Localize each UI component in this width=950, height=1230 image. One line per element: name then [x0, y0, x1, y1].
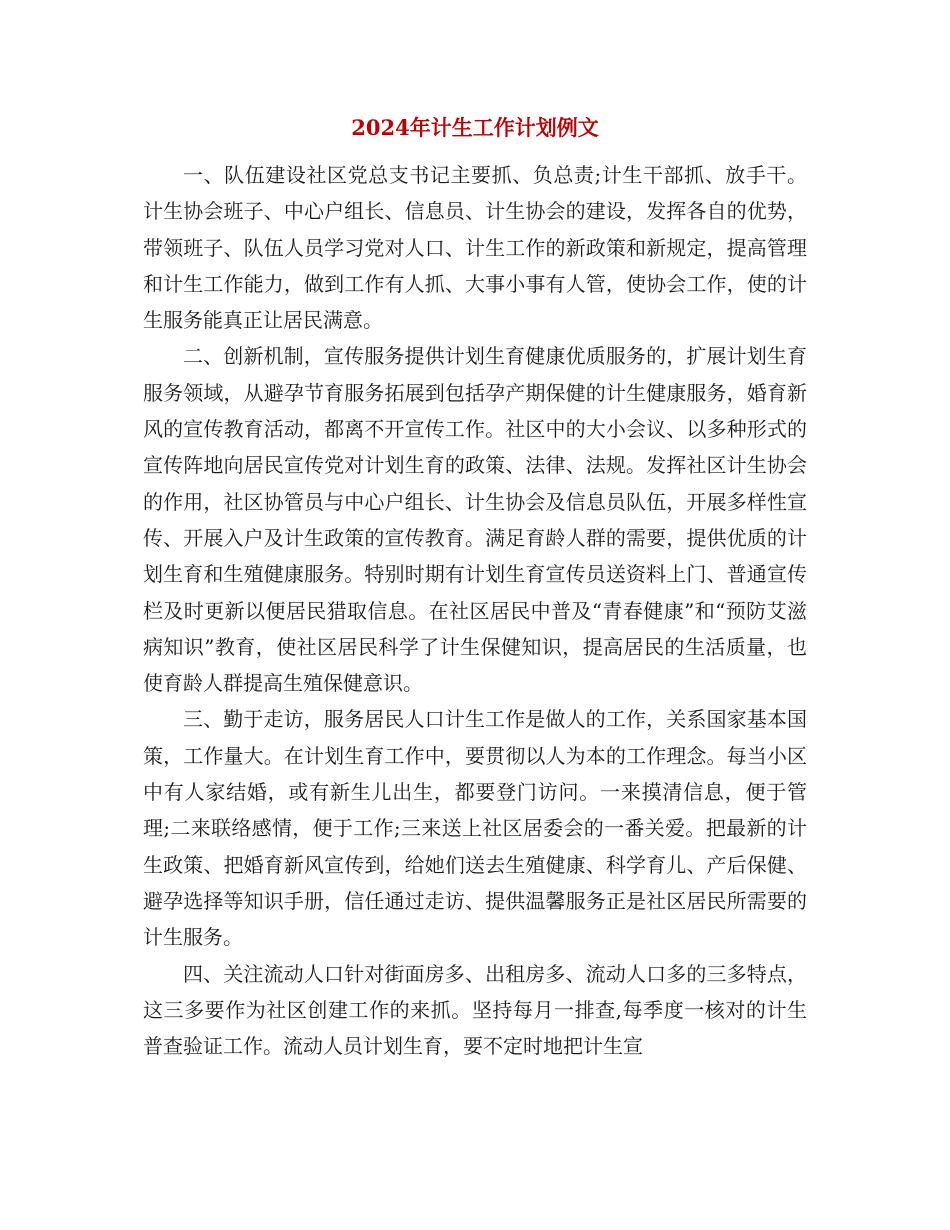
paragraph-1: 一、队伍建设社区党总支书记主要抓、负总责;计生干部抓、放手干。计生协会班子、中心户组长、信息员、计生协会的建设，发挥各自的优势，带领班子、队伍人员学习党对人口、计生工作的新政策和新规定，提高管理和计生工作能力，做到工作有人抓、大事小事有人管，使协会工作，使的计生服务能真正让居民满意。 — [143, 163, 807, 333]
document-body — [143, 157, 807, 1064]
paragraph-3: 三、勤于走访，服务居民人口计生工作是做人的工作，关系国家基本国策，工作量大。在计划生育工作中，要贯彻以人为本的工作理念。每当小区中有人家结婚，或有新生儿出生，都要登门访问。一来摸清信息，便于管理;二来联络感情，便于工作;三来送上社区居委会的一番关爱。把最新的计生政策、把婚育新风宣传到，给她们送去生殖健康、科学育儿、产后保健、避孕选择等知识手册，信任通过走访、提供温馨服务正是社区居民所需要的计生服务。 — [143, 707, 807, 950]
paragraph-4: 四、关注流动人口针对街面房多、出租房多、流动人口多的三多特点，这三多要作为社区创建工作的来抓。坚持每月一排查,每季度一核对的计生普查验证工作。流动人员计划生育，要不定时地把计生宣 — [143, 961, 807, 1059]
document-title: 2024年计生工作计划例文 — [351, 115, 599, 140]
paragraph-2: 二、创新机制，宣传服务提供计划生育健康优质服务的，扩展计划生育服务领域，从避孕节育服务拓展到包括孕产期保健的计生健康服务，婚育新风的宣传教育活动，都离不开宣传工作。社区中的大小会议、以多种形式的宣传阵地向居民宣传党对计划生育的政策、法律、法规。发挥社区计生协会的作用，社区协管员与中心户组长、计生协会及信息员队伍，开展多样性宣传、开展入户及计生政策的宣传教育。满足育龄人群的需要，提供优质的计划生育和生殖健康服务。特别时期有计划生育宣传员送资料上门、普通宣传栏及时更新以便居民猎取信息。在社区居民中普及“青春健康”和“预防艾滋病知识”教育，使社区居民科学了计生保健知识，提高居民的生活质量，也使育龄人群提高生殖保健意识。 — [143, 344, 807, 696]
